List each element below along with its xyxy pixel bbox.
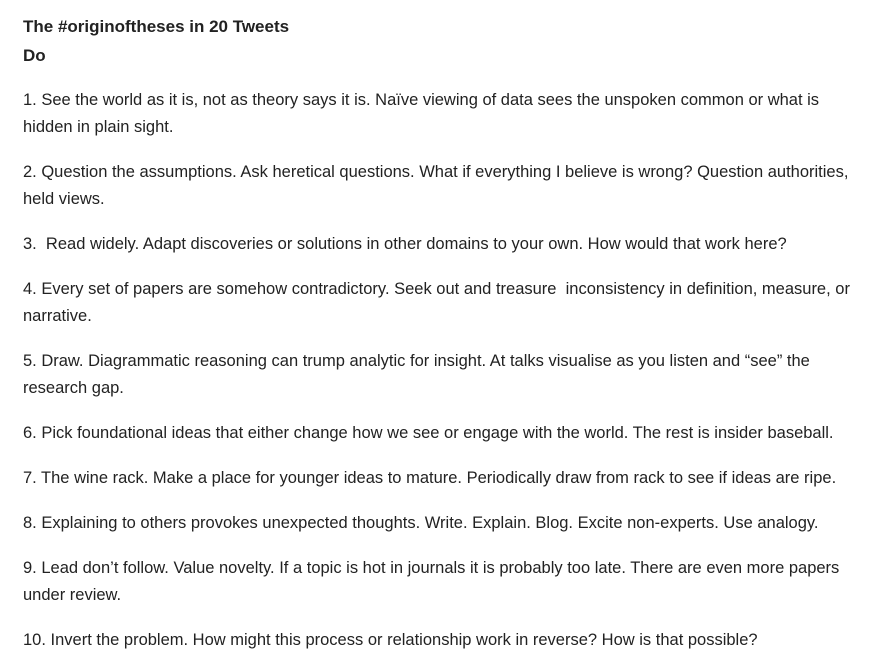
list-item: 9. Lead don’t follow. Value novelty. If a topic is hot in journals it is probably too late. There are even more papers under review. — [23, 559, 844, 604]
list-item: 2. Question the assumptions. Ask heretical questions. What if everything I believe is wrong? Question authorities, held views. — [23, 163, 854, 208]
list-item: 6. Pick foundational ideas that either change how we see or engage with the world. The rest is insider baseball. — [23, 424, 834, 442]
list-item: 8. Explaining to others provokes unexpected thoughts. Write. Explain. Blog. Excite non-experts. Use analogy. — [23, 514, 819, 532]
list-item: 5. Draw. Diagrammatic reasoning can trump analytic for insight. At talks visualise as you listen and “see” the research gap. — [23, 352, 815, 397]
tips-list — [23, 87, 872, 654]
document-title: The #originoftheses in 20 Tweets — [23, 17, 290, 36]
list-item: 7. The wine rack. Make a place for younger ideas to mature. Periodically draw from rack to see if ideas are ripe. — [23, 469, 837, 487]
list-item: 4. Every set of papers are somehow contradictory. Seek out and treasure inconsistency in definition, measure, or narrative. — [23, 280, 855, 325]
section-heading: Do — [23, 46, 46, 65]
list-item: 1. See the world as it is, not as theory says it is. Naïve viewing of data sees the unspoken common or what is hidden in plain sight. — [23, 91, 824, 136]
list-item: 3. Read widely. Adapt discoveries or solutions in other domains to your own. How would that work here? — [23, 235, 787, 253]
list-item: 10. Invert the problem. How might this process or relationship work in reverse? How is that possible? — [23, 631, 758, 649]
